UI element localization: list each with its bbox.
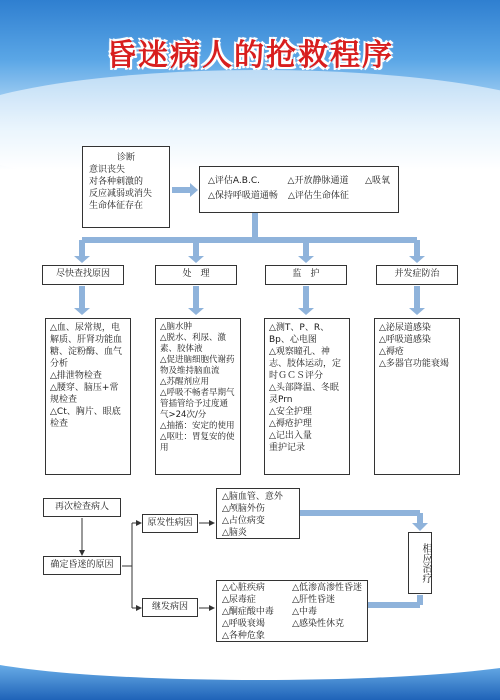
diagnosis-line: 意识丧失 [89,165,126,175]
diagnosis-box [82,146,170,228]
diagnosis-line: 生命体征存在 [89,201,144,211]
list-item: △安全护理 [269,407,312,417]
find-cause-list [45,318,131,475]
list-item: △呼吸不畅者早期气管插管给予过度通气>24次/分 [160,388,235,420]
diagnosis-line: 反应减弱或消失 [89,189,153,199]
list-item: △感染性休克 [292,619,344,629]
category-header-complications: 并发症防治 [376,265,458,285]
list-item: △酮症酸中毒 [222,607,274,617]
list-item: △占位病变 [222,516,265,526]
list-item: △呕吐：胃复安的使用 [160,432,235,453]
list-item: △观察瞳孔、神志、肢体运动，定时ＧＣＳ评分 [269,347,342,381]
category-header-find-cause: 尽快查找原因 [42,265,124,285]
category-header-treatment: 处 理 [155,265,237,285]
list-item: △脱水、利尿、激素、胶体液 [160,333,227,354]
category-header-monitoring: 监 护 [265,265,347,285]
treatment-list [155,318,241,475]
action-item: △保持呼吸道通畅 [208,191,278,201]
confirm-cause-box: 确定昏迷的原因 [43,556,121,575]
secondary-cause-list [216,580,368,642]
list-item: △多器官功能衰竭 [379,359,449,369]
list-item: △Ct、胸片、眼底检查 [50,407,121,429]
secondary-cause-box: 继发病因 [142,598,198,617]
action-item: △开放静脉通道 [287,176,349,186]
list-item: △脑炎 [222,528,247,538]
action-item: △吸氧 [365,176,390,186]
page-title: 昏迷病人的抢救程序 [106,38,394,73]
monitoring-list [264,318,350,475]
first-actions-box [199,166,399,213]
thick-connectors [82,190,420,605]
primary-cause-list [216,488,300,539]
list-item: △记出入量 [269,431,312,441]
list-item: △呼吸衰竭 [222,619,265,629]
list-item: △脑血管、意外 [222,492,283,502]
list-item: △脑水肿 [160,322,193,332]
list-item: △心脏疾病 [222,583,265,593]
list-item: △各种危象 [222,631,265,641]
list-item: △血、尿常规，电解质、肝肾功能血糖、淀粉酶、血气分析 [50,323,123,369]
recheck-patient-box: 再次检查病人 [43,498,121,517]
list-item: △褥疮 [379,347,404,357]
list-item: △抽搐：安定的使用 [160,421,235,431]
list-item: △呼吸道感染 [379,335,431,345]
diagnosis-line: 对各种刺激的 [89,177,144,187]
list-item: △中毒 [292,607,317,617]
list-item: △促进脑细胞代谢药物及维持脑血流 [160,355,235,376]
list-item: △测T、P、R、Bp、心电图 [269,323,330,345]
list-item: △苏醒剂应用 [160,377,210,387]
list-item: △颅脑外伤 [222,504,265,514]
list-item: △腰穿、脑压+常规检查 [50,383,119,405]
list-item: △头部降温、冬眠灵Prn [269,383,339,405]
complications-list [374,318,460,475]
action-item: △评估A.B.C. [208,176,260,186]
primary-cause-box: 原发性病因 [142,514,198,533]
list-item: △低渗高渗性昏迷 [292,583,362,593]
corresponding-treatment-box: 相应治疗 [408,532,432,594]
list-item: △褥疮护理 [269,419,312,429]
list-item: △肝性昏迷 [292,595,335,605]
list-item: △排泄物检查 [50,371,102,381]
list-item: 重护记录 [269,443,306,453]
list-item: △泌尿道感染 [379,323,431,333]
diagnosis-title: 诊断 [116,153,135,163]
action-item: △评估生命体征 [288,191,349,201]
list-item: △尿毒症 [222,595,256,605]
